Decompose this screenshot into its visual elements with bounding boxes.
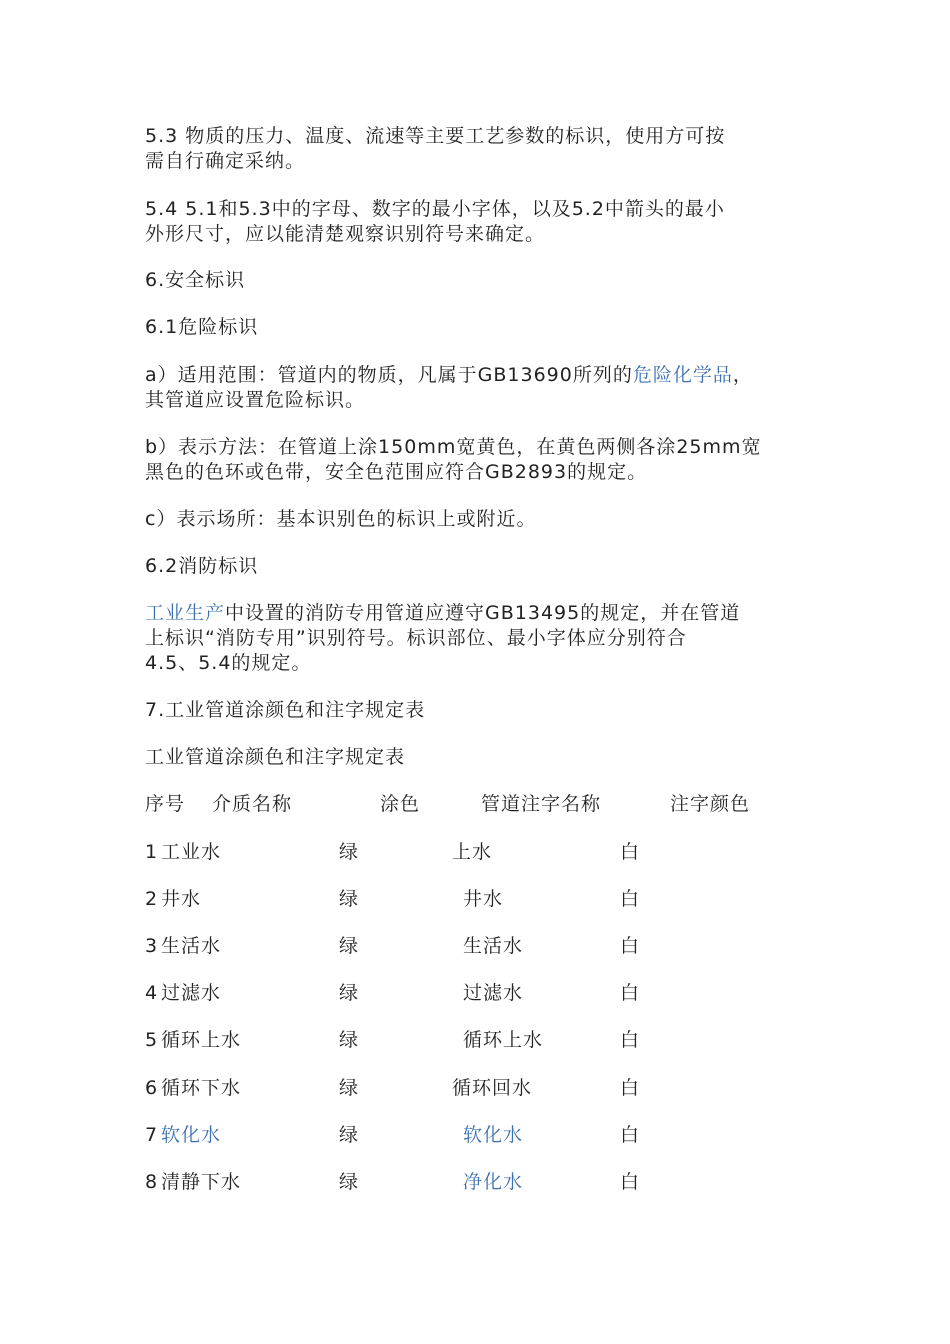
row-medium: 井水 bbox=[161, 888, 202, 910]
table-row bbox=[0, 1076, 950, 1101]
row-paint: 绿 bbox=[339, 1077, 360, 1099]
row-label: 井水 bbox=[463, 888, 504, 910]
paragraph-5-4-line2: 外形尺寸，应以能清楚观察识别符号来确定。 bbox=[145, 223, 546, 245]
paragraph-fire-line1: 中设置的消防专用管道应遵守GB13495的规定，并在管道 bbox=[225, 602, 741, 624]
paragraph-fire-line2: 上标识“消防专用”识别符号。标识部位、最小字体应分别符合 bbox=[145, 627, 687, 649]
header-label-color: 注字颜色 bbox=[670, 793, 751, 815]
row-paint: 绿 bbox=[339, 1124, 360, 1146]
row-no: 3 bbox=[145, 935, 159, 957]
row-color: 白 bbox=[620, 1029, 641, 1051]
row-medium: 生活水 bbox=[161, 935, 222, 957]
paragraph-a-text: a）适用范围：管道内的物质，凡属于GB13690所列的 bbox=[145, 364, 633, 386]
row-no: 7 bbox=[145, 1124, 159, 1146]
row-medium: 循环上水 bbox=[161, 1029, 242, 1051]
table-row bbox=[0, 1170, 950, 1195]
row-paint: 绿 bbox=[339, 1029, 360, 1051]
table-row bbox=[0, 840, 950, 865]
header-paint: 涂色 bbox=[380, 793, 421, 815]
row-color: 白 bbox=[620, 1124, 641, 1146]
paragraph-a-line2: 其管道应设置危险标识。 bbox=[145, 389, 366, 411]
row-label: 循环上水 bbox=[463, 1029, 544, 1051]
hazardous-chemicals-link[interactable]: 危险化学品 bbox=[632, 364, 733, 386]
row-medium: 过滤水 bbox=[161, 982, 222, 1004]
header-no: 序号 bbox=[145, 793, 186, 815]
paragraph-b-line1: b）表示方法：在管道上涂150mm宽黄色，在黄色两侧各涂25mm宽 bbox=[145, 436, 762, 458]
table-header-row bbox=[0, 792, 950, 817]
softened-water-link[interactable]: 软化水 bbox=[161, 1124, 222, 1146]
paragraph-5-3-line2: 需自行确定采纳。 bbox=[145, 150, 306, 172]
row-color: 白 bbox=[620, 888, 641, 910]
row-medium: 工业水 bbox=[161, 841, 222, 863]
row-paint: 绿 bbox=[339, 888, 360, 910]
row-paint: 绿 bbox=[339, 982, 360, 1004]
table-title: 工业管道涂颜色和注字规定表 bbox=[145, 746, 406, 768]
row-paint: 绿 bbox=[339, 935, 360, 957]
paragraph-b bbox=[145, 435, 815, 485]
heading-6-1: 6.1危险标识 bbox=[145, 316, 259, 338]
row-color: 白 bbox=[620, 935, 641, 957]
row-no: 4 bbox=[145, 982, 159, 1004]
row-no: 1 bbox=[145, 841, 159, 863]
paragraph-5-4-line1: 5.4 5.1和5.3中的字母、数字的最小字体，以及5.2中箭头的最小 bbox=[145, 198, 725, 220]
table-row bbox=[0, 887, 950, 912]
industrial-production-link[interactable]: 工业生产 bbox=[145, 602, 226, 624]
heading-7: 7.工业管道涂颜色和注字规定表 bbox=[145, 699, 426, 721]
purified-water-label-link[interactable]: 净化水 bbox=[463, 1171, 524, 1193]
row-label: 循环回水 bbox=[452, 1077, 533, 1099]
row-medium: 清静下水 bbox=[161, 1171, 242, 1193]
table-row bbox=[0, 934, 950, 959]
paragraph-a-comma: ， bbox=[732, 364, 753, 386]
heading-6: 6.安全标识 bbox=[145, 269, 246, 291]
paragraph-5-3-line1: 5.3 物质的压力、温度、流速等主要工艺参数的标识，使用方可按 bbox=[145, 125, 726, 147]
table-row bbox=[0, 981, 950, 1006]
paragraph-b-line2: 黑色的色环或色带，安全色范围应符合GB2893的规定。 bbox=[145, 461, 648, 483]
row-paint: 绿 bbox=[339, 841, 360, 863]
row-color: 白 bbox=[620, 841, 641, 863]
row-no: 8 bbox=[145, 1171, 159, 1193]
table-row bbox=[0, 1123, 950, 1148]
paragraph-fire bbox=[145, 601, 815, 676]
row-no: 2 bbox=[145, 888, 159, 910]
row-no: 5 bbox=[145, 1029, 159, 1051]
row-label: 上水 bbox=[452, 841, 493, 863]
heading-6-2: 6.2消防标识 bbox=[145, 555, 259, 577]
softened-water-label-link[interactable]: 软化水 bbox=[463, 1124, 524, 1146]
row-color: 白 bbox=[620, 1077, 641, 1099]
row-color: 白 bbox=[620, 982, 641, 1004]
paragraph-a bbox=[145, 363, 815, 413]
row-label: 生活水 bbox=[463, 935, 524, 957]
row-paint: 绿 bbox=[339, 1171, 360, 1193]
paragraph-5-4 bbox=[145, 197, 815, 247]
paragraph-fire-line3: 4.5、5.4的规定。 bbox=[145, 652, 312, 674]
row-label: 过滤水 bbox=[463, 982, 524, 1004]
header-label: 管道注字名称 bbox=[481, 793, 602, 815]
row-color: 白 bbox=[620, 1171, 641, 1193]
header-medium: 介质名称 bbox=[212, 793, 293, 815]
paragraph-c: c）表示场所：基本识别色的标识上或附近。 bbox=[145, 508, 537, 530]
row-medium: 循环下水 bbox=[161, 1077, 242, 1099]
table-row bbox=[0, 1028, 950, 1053]
row-no: 6 bbox=[145, 1077, 159, 1099]
paragraph-5-3 bbox=[145, 124, 815, 174]
